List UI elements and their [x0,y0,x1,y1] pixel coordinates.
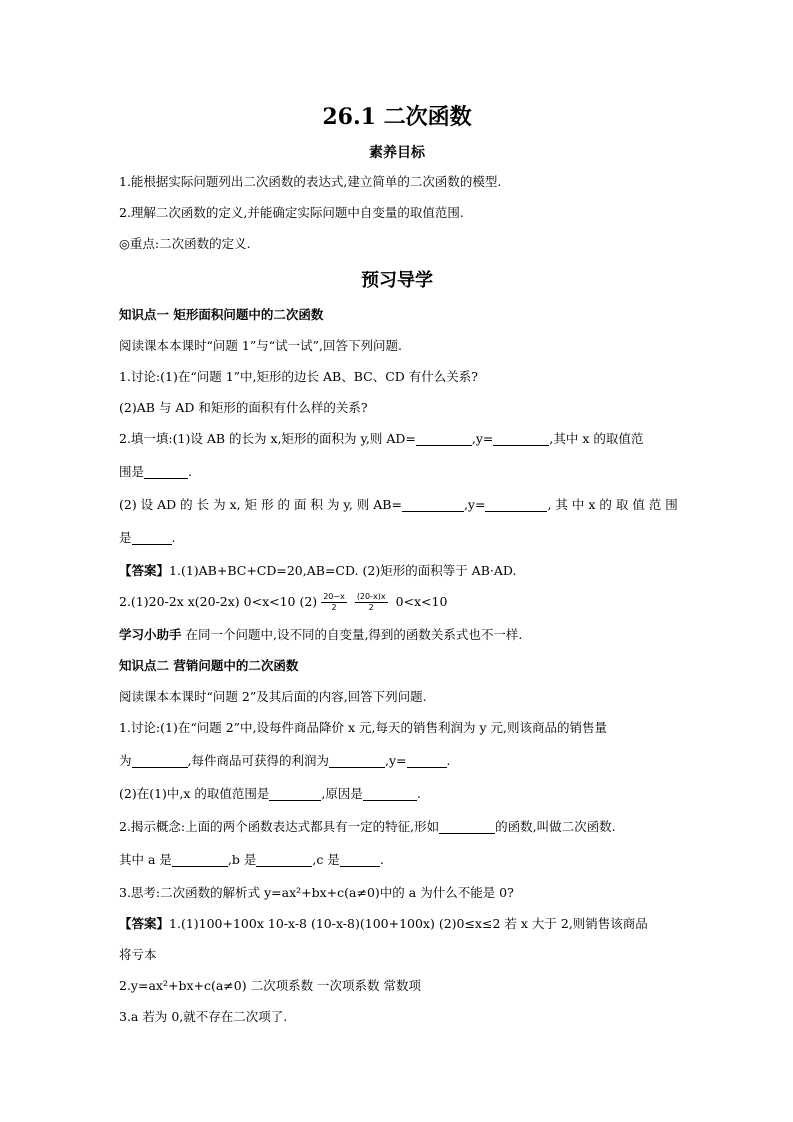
k2-q1b-text-c: . [416,786,421,801]
k2-answer-1-cont: 将亏本 [119,947,157,962]
k1-question-2-cont [119,456,675,489]
fraction [321,592,347,613]
preview-heading: 预习导学 [361,270,433,291]
k1-question-3 [119,489,678,522]
goal-1: 1.能根据实际问题列出二次函数的表达式,建立简单的二次函数的模型. [119,174,502,189]
answer-blank[interactable] [493,431,549,446]
k2-question-2 [119,811,675,844]
page-title: 26.1 二次函数 [322,104,472,130]
answer-blank[interactable] [269,786,321,801]
k2-q1-text-d: . [446,753,451,768]
k1-q3-text-a: (2) 设 AD 的 长 为 x, 矩 形 的 面 积 为 y, 则 AB= [119,497,402,512]
k2-q2-text-b: 的函数,叫做二次函数. [495,819,616,834]
study-helper-label: 学习小助手 [119,627,182,642]
k2-question-3: 3.思考:二次函数的解析式 y=ax²+bx+c(a≠0)中的 a 为什么不能是 0? [119,885,514,900]
k2-question-1-cont [119,745,675,778]
k1-answer-2-text-b: 0<x<10 [395,594,448,609]
focus-point: ◎重点:二次函数的定义. [119,236,251,251]
answer-label: 【答案】 [119,916,170,931]
answer-blank[interactable] [407,753,447,768]
k2-q2c-text-b: ,b 是 [227,852,257,867]
answer-blank[interactable] [340,852,380,867]
fraction-numerator: 20−x [323,592,345,601]
knowledge-point-1-heading: 知识点一 矩形面积问题中的二次函数 [119,307,324,322]
k1-answer-1-text: 1.(1)AB+BC+CD=20,AB=CD. (2)矩形的面积等于 AB·AD. [169,563,517,578]
k2-q1-text-a: 为 [119,753,132,768]
answer-blank[interactable] [132,530,172,545]
k1-q3-text-b: ,y= [463,497,486,512]
k2-q1b-text-a: (2)在(1)中,x 的取值范围是 [119,786,270,801]
study-helper [119,619,675,650]
k2-q2c-text-c: ,c 是 [312,852,340,867]
worksheet-page [119,100,678,1032]
goals-heading: 素养目标 [369,145,425,161]
answer-blank[interactable] [439,819,495,834]
k2-question-1: 1.讨论:(1)在“问题 2”中,设每件商品降价 x 元,每天的销售利润为 y 元,则该商品的销售量 [119,720,607,735]
k1-q3-text-c: , 其 中 x 的 取 值 范 围 [547,497,678,512]
k2-answer-1 [119,908,675,939]
answer-blank[interactable] [485,497,547,512]
k1-question-2 [119,423,675,456]
k1-q3-text-e: . [171,530,176,545]
k1-q2-text-a: 2.填一填:(1)设 AB 的长为 x,矩形的面积为 y,则 AD= [119,431,416,446]
answer-blank[interactable] [402,497,464,512]
k2-question-2-cont [119,844,675,877]
k1-q2-text-b: ,y= [471,431,494,446]
answer-blank[interactable] [416,431,472,446]
k2-answer-3: 3.a 若为 0,就不存在二次项了. [119,1009,288,1024]
k2-q1b-text-b: ,原因是 [321,786,363,801]
k1-question-3-cont [119,522,675,555]
knowledge-point-2-heading: 知识点二 营销问题中的二次函数 [119,658,299,673]
k1-q2-text-e: . [188,464,192,479]
k1-answer-2-text-a: 2.(1)20-2x x(20-2x) 0<x<10 (2) [119,594,318,609]
answer-label: 【答案】 [119,563,170,578]
k2-answer-1-text: 1.(1)100+100x 10-x-8 (10-x-8)(100+100x) (2)0≤x≤2 若 x 大于 2,则销售该商品 [169,916,648,931]
fraction [355,592,388,613]
k1-q2-text-d: 围是 [119,464,145,479]
answer-blank[interactable] [144,464,188,479]
answer-blank[interactable] [132,753,188,768]
fraction-numerator: (20-x)x [356,592,386,601]
k1-q2-text-c: ,其中 x 的取值范 [549,431,644,446]
fraction-denominator: 2 [331,603,337,612]
k1-question-1: 1.讨论:(1)在“问题 1”中,矩形的边长 AB、BC、CD 有什么关系? [119,369,478,384]
k2-answer-2: 2.y=ax²+bx+c(a≠0) 二次项系数 一次项系数 常数项 [119,978,422,993]
k2-q2c-text-d: . [379,852,384,867]
answer-blank[interactable] [256,852,312,867]
study-helper-text: 在同一个问题中,设不同的自变量,得到的函数关系式也不一样. [181,627,523,642]
k1-q3-text-d: 是 [119,530,132,545]
k2-q1-text-c: ,y= [385,753,407,768]
k2-question-1b [119,778,675,811]
fraction-denominator: 2 [368,603,374,612]
answer-blank[interactable] [363,786,417,801]
goal-2: 2.理解二次函数的定义,并能确定实际问题中自变量的取值范围. [119,205,464,220]
k1-answer-1 [119,555,675,586]
k2-q2c-text-a: 其中 a 是 [119,852,172,867]
k2-q1-text-b: ,每件商品可获得的利润为 [187,753,329,768]
k1-question-1b: (2)AB 与 AD 和矩形的面积有什么样的关系? [119,400,368,415]
k2-intro: 阅读课本本课时“问题 2”及其后面的内容,回答下列问题. [119,689,427,704]
answer-blank[interactable] [329,753,385,768]
k2-q2-text-a: 2.揭示概念:上面的两个函数表达式都具有一定的特征,形如 [119,819,440,834]
answer-blank[interactable] [172,852,228,867]
k1-intro: 阅读课本本课时“问题 1”与“试一试”,回答下列问题. [119,338,402,353]
k1-answer-2 [119,586,675,619]
